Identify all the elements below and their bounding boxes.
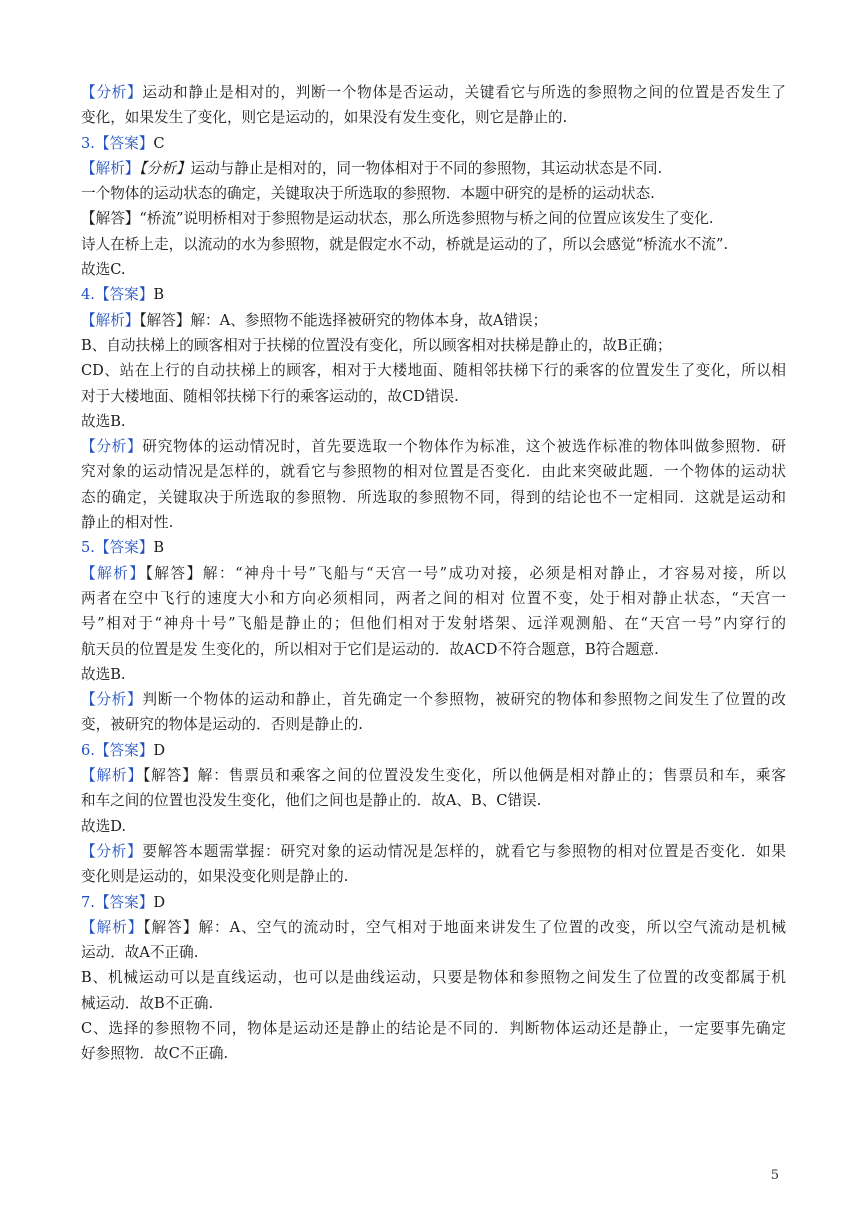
text-span: C、选择的参照物不同，物体是运动还是静止的结论是不同的．判断物体运动还是静止，一定要事先确定 [81,1019,786,1037]
question-number: 4. [81,286,95,304]
question-number: 6. [81,741,95,759]
text-span: 号”相对于“神舟十号”飞船是静止的；但他们相对于发射塔架、远洋观测船、在“天宫一号”内穿行的 [81,615,786,633]
text-line [81,131,786,156]
text-line [81,535,786,560]
text-line [81,839,786,864]
text-line [81,712,786,737]
text-line [81,763,786,788]
text-line [81,384,786,409]
text-line [81,308,786,333]
text-span: CD、站在上行的自动扶梯上的顾客，相对于大楼地面、随相邻扶梯下行的乘客的位置发生了变化，所以相 [81,362,786,380]
text-line [81,105,786,130]
text-span: 故选C. [81,261,126,279]
text-line [81,206,786,231]
text-span: 两者在空中飞行的速度大小和方向必须相同，两者之间的相对 位置不变，处于相对静止状态，“天宫一 [81,589,786,607]
section-tag: 【答案】 [94,134,154,152]
text-line [81,687,786,712]
text-span: 对于大楼地面、随相邻扶梯下行的乘客运动的，故CD错误. [81,387,459,405]
text-line [81,991,786,1016]
text-span: 故选B. [81,665,126,683]
text-span: 航天员的位置是发 生变化的，所以相对于它们是运动的．故ACD不符合题意，B符合题意. [81,640,659,658]
text-span: 变化则是运动的，如果没变化则是静止的. [81,868,349,886]
text-span: 静止的相对性. [81,514,174,532]
text-span: 判断一个物体的运动和静止，首先确定一个参照物，被研究的物体和参照物之间发生了位置的改 [142,691,786,709]
section-tag: 【分析】 [81,84,143,101]
page-number: 5 [770,1168,779,1183]
section-tag: 【答案】 [94,741,154,759]
text-span: 和车之间的位置也没发生变化，他们之间也是静止的．故A、B、C错误. [81,792,542,810]
text-line [81,611,786,636]
question-number: 5. [81,539,95,557]
text-line [81,333,786,358]
text-span: 究对象的运动情况是怎样的，就看它与参照物的相对位置是否变化．由此来突破此题．一个物体的运动状 [81,463,786,481]
text-line [81,864,786,889]
text-span: D [153,741,166,759]
text-line [81,637,786,662]
text-span: 运动与静止是相对的，同一物体相对于不同的参照物，其运动状态是不同. [190,159,663,177]
text-span: 【解答】解：售票员和乘客之间的位置没发生变化，所以他俩是相对静止的；售票员和车，乘客 [143,767,786,785]
section-tag: 【答案】 [94,893,154,911]
question-number: 3. [81,134,95,152]
section-tag: 【解析】 [81,311,140,329]
text-span: 【解答】解：A、空气的流动时，空气相对于地面来讲发生了位置的改变，所以空气流动是机械 [143,918,786,936]
text-line [81,485,786,510]
text-span: 【解答】解：“神舟十号”飞船与“天宫一号”成功对接，必须是相对静止，才容易对接，所以 [145,564,786,582]
section-tag: 【解析】 [81,159,140,177]
text-span: B、自动扶梯上的顾客相对于扶梯的位置没有变化，所以顾客相对扶梯是静止的，故B正确； [81,336,672,354]
text-line [81,1016,786,1041]
text-span: 诗人在桥上走，以流动的水为参照物，就是假定水不动，桥就是运动的了，所以会感觉“桥流水不流”. [81,235,729,253]
text-span: 故选B. [81,412,126,430]
text-span: 【解答】“桥流”说明桥相对于参照物是运动状态，那么所选参照物与桥之间的位置应该发生了变化. [81,210,714,228]
text-span: 好参照物．故C不正确. [81,1045,229,1063]
section-tag: 【分析】 [81,691,143,709]
text-span: 要解答本题需掌握：研究对象的运动情况是怎样的，就看它与参照物的相对位置是否变化．如果 [142,842,786,860]
text-line [81,788,786,813]
text-line [81,662,786,687]
text-line [81,814,786,839]
text-span: 研究物体的运动情况时，首先要选取一个物体作为标准，这个被选作标准的物体叫做参照物．研 [142,438,786,456]
section-tag: 【解析】 [81,564,146,582]
text-span: 一个物体的运动状态的确定，关键取决于所选取的参照物．本题中研究的是桥的运动状态. [81,185,655,203]
text-line [81,181,786,206]
text-span: 械运动．故B不正确. [81,994,214,1012]
text-span: 态的确定，关键取决于所选取的参照物．所选取的参照物不同，得到的结论也不一定相同．这就是运动和 [81,488,786,506]
text-span: 【解答】解：A、参照物不能选择被研究的物体本身，故A错误； [139,311,548,329]
text-line [81,965,786,990]
section-tag: 【解析】 [81,767,144,785]
section-tag: 【分析】 [81,842,143,860]
text-span: 变化，如果发生了变化，则它是运动的，如果没有发生变化，则它是静止的. [81,109,568,127]
text-span: B [153,286,165,304]
text-line [81,1041,786,1066]
text-span: D [153,893,166,911]
text-line [81,434,786,459]
text-span: 故选D. [81,817,127,835]
text-line [81,510,786,535]
text-line [81,561,786,586]
text-line [81,156,786,181]
text-line [81,738,786,763]
text-span: 运动和静止是相对的，判断一个物体是否运动，关键看它与所选的参照物之间的位置是否发生了 [142,84,786,101]
text-span: 变，被研究的物体是运动的．否则是静止的. [81,716,363,734]
document-body [81,80,786,1067]
question-number: 7. [81,893,95,911]
section-tag: 【答案】 [94,539,154,557]
text-line [81,940,786,965]
text-span: B、机械运动可以是直线运动，也可以是曲线运动，只要是物体和参照物之间发生了位置的改变都属于机 [81,969,786,987]
section-tag: 【解析】 [81,918,144,936]
text-line [81,282,786,307]
text-line [81,890,786,915]
text-span: B [153,539,165,557]
text-line [81,915,786,940]
text-line [81,409,786,434]
text-line [81,358,786,383]
text-line [81,586,786,611]
text-line [81,459,786,484]
text-line [81,257,786,282]
text-line [81,80,786,105]
text-span: C [153,134,165,152]
text-line [81,232,786,257]
section-tag: 【分析】 [81,438,143,456]
text-span: 【分析】 [139,159,191,177]
text-span: 运动．故A不正确. [81,944,199,962]
section-tag: 【答案】 [94,286,154,304]
